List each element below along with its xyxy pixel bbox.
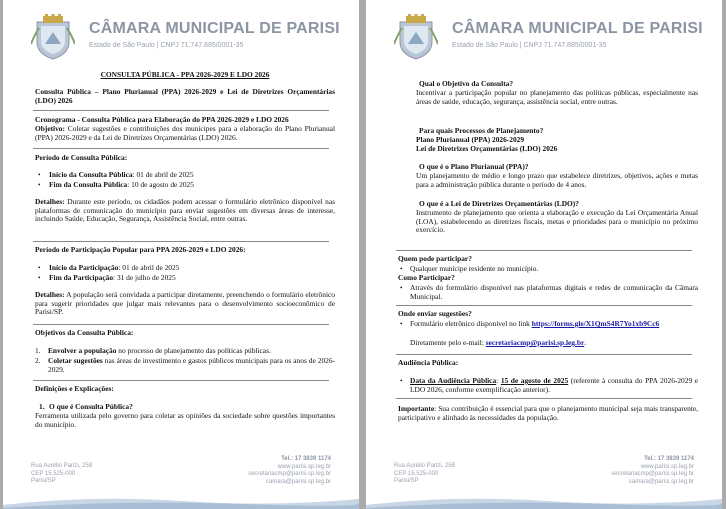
- list-item: Coletar sugestões nas áreas de investimento e gastos públicos municipais para os anos de 2026-2029.: [48, 356, 336, 374]
- consulta-heading: Consulta Pública – Plano Plurianual (PPA) 2026-2029 e Lei de Diretrizes Orçamentárias (LDO) 2026: [35, 87, 335, 105]
- footer-wave-decoration: [366, 491, 722, 509]
- footer-address: Rua Aurélio Parizi, 258 CEP 15.525-000 Parisi/SP: [394, 463, 456, 484]
- q3-item: Plano Plurianual (PPA) 2026-2029: [416, 135, 525, 144]
- periodo-participacao-heading: Período de Participação Popular para PPA 2026-2029 e LDO 2026:: [35, 245, 246, 254]
- objetivo-label: Objetivo:: [35, 124, 65, 133]
- objetivos-heading: Objetivos da Consulta Pública:: [35, 328, 134, 337]
- list-item: Fim da Consulta Pública: 10 de agosto de 2025: [49, 180, 194, 189]
- como-heading: Como Participar?: [398, 273, 455, 282]
- q5-heading: O que é a Lei de Diretrizes Orçamentárias (LDO)?: [419, 199, 579, 208]
- divider: [33, 110, 329, 111]
- q2-heading: Qual o Objetivo da Consulta?: [419, 79, 514, 88]
- objetivo-paragraph: [35, 125, 335, 142]
- divider: [33, 241, 329, 242]
- q5-text: Instrumento de planejamento que orienta a elaboração e execução da Lei Orçamentária Anual (LOA), estabelecendo as diretrizes fiscais, metas e prioridades para o município no próximo exercício.: [416, 208, 698, 235]
- divider: [33, 380, 329, 381]
- document-page-1: CÂMARA MUNICIPAL DE PARISI Estado de São Paulo | CNPJ 71.747.885/0001-35 CONSULTA PÚBLICA - PPA 2026-2029 E LDO 2026 Consulta Pública – Plano Plurianual (PPA) 2026-2029 e Lei de Diretrizes Orçamentárias (LDO) 2026 Cronograma - Consulta Pública para Elaboração do PPA 2026-2029 e LDO 2026 Objetivo: Coletar sugestões e contribuições dos munícipes para a elaboração do Plano Plurianual (PPA) 2026-2029 e da Lei de Diretrizes Orçamentárias (LDO) 2026. Período de Consulta Pública: • Início da Consulta Pública: 01 de abril de 2025 • Fim da Consulta Pública: 10 de agosto de 2025 Detalhes: Durante este período, os cidadãos podem acessar o formulário eletrônico disponível nas plataformas de comunicação do município para enviar sugestões em diversas áreas de interesse, incluindo Saúde, Educação, Segurança, Assistência Social, entre outras. Período de Participação Popular para PPA 2026-2029 e LDO 2026: • Início da Participação: 01 de abril de 2025 • Fim da Participação: 31 de julho de 2025 Detalhes: A população será convidada a participar diretamente, preenchendo o formulário eletrônico para sugerir prioridades que julgar mais relevantes para o desenvolvimento socioeconômico de Parisi/SP. Objetivos da Consulta Pública: 1. Envolver a população no processo de planejamento das políticas públicas. 2. Coletar sugestões nas áreas de investimento e gastos públicos municipais para os anos de 2026-2029. Definições e Explicações: 1. O que é Consulta Pública? Ferramenta utilizada pelo governo para coletar as opiniões da sociedade sobre questões importantes do município. Rua Aurélio Parizi, 258 CEP 15.525-000 Parisi/SP Tel.: 17 3839 1174 www.parisi.sp.leg.br secretariacmp@parisi.sp.leg.br camara@parisi.sp.leg.br: [3, 0, 359, 509]
- divider: [33, 148, 329, 149]
- form-link[interactable]: https://forms.gle/X1QmS4R7Yo1xb9Cc6: [531, 319, 660, 328]
- email-link[interactable]: secretariacmp@parisi.sp.leg.br: [485, 338, 585, 347]
- divider: [33, 324, 329, 325]
- periodo-consulta-heading: Período de Consulta Pública:: [35, 153, 128, 162]
- onde-heading: Onde enviar sugestões?: [398, 309, 472, 318]
- org-name: CÂMARA MUNICIPAL DE PARISI: [452, 20, 703, 37]
- objetivo-text: Coletar sugestões e contribuições dos munícipes para a elaboração do Plano Plurianual (PPA) 2026-2029 e da Lei de Diretrizes Orçamentárias (LDO) 2026.: [35, 124, 336, 142]
- definicoes-heading: Definições e Explicações:: [35, 384, 114, 393]
- email-line: Diretamente pelo e-mail: secretariacmp@parisi.sp.leg.br.: [410, 338, 587, 347]
- list-item: Através do formulário disponível nas plataformas digitais e redes de comunicação da Câmara Municipal.: [410, 283, 698, 301]
- q4-text: Um planejamento de médio e longo prazo que estabelece diretrizes, objetivos, ações e metas para a administração pública durante o período de 4 anos.: [416, 171, 698, 189]
- list-item: Início da Consulta Pública: 01 de abril de 2025: [49, 170, 194, 179]
- detalhes-paragraph-1: Detalhes: Durante este período, os cidadãos podem acessar o formulário eletrônico disponível nas plataformas de comunicação do município para enviar sugestões em diversas áreas de interesse, incluindo Saúde, Educação, Segurança, Assistência Social, entre outras.: [35, 197, 335, 224]
- q3-heading: Para quais Processos de Planejamento?: [419, 126, 544, 135]
- list-item: Data da Audiência Pública: 15 de agosto de 2025 (referente à consulta do PPA 2026-2029 e LDO 2026, conforme exemplificação anterior).: [410, 376, 698, 394]
- q2-text: Incentivar a participação popular no planejamento das políticas públicas, especialmente nas áreas de saúde, educação, segurança, assistência social, entre outras.: [416, 88, 698, 106]
- org-subtitle: Estado de São Paulo | CNPJ 71.747.885/0001-35: [89, 42, 244, 49]
- divider: [396, 305, 692, 306]
- footer-contacts: Tel.: 17 3839 1174 www.parisi.sp.leg.br secretariacmp@parisi.sp.leg.br camara@parisi.sp.leg.br: [248, 456, 331, 485]
- audiencia-heading: Audiência Pública:: [398, 358, 459, 367]
- divider: [396, 250, 692, 251]
- q1-text: Ferramenta utilizada pelo governo para coletar as opiniões da sociedade sobre questões importantes do município.: [35, 411, 335, 429]
- detalhes-paragraph-2: Detalhes: A população será convidada a participar diretamente, preenchendo o formulário eletrônico para sugerir prioridades que julgar mais relevantes para o desenvolvimento socioeconômico de Parisi/SP.: [35, 290, 335, 317]
- list-item: Fim da Participação: 31 de julho de 2025: [49, 273, 176, 282]
- list-item: Envolver a população no processo de planejamento das políticas públicas.: [48, 346, 271, 355]
- footer-contacts: Tel.: 17 3839 1174 www.parisi.sp.leg.br secretariacmp@parisi.sp.leg.br camara@parisi.sp.leg.br: [611, 456, 694, 485]
- municipal-crest-logo: [394, 14, 438, 60]
- divider: [396, 354, 692, 355]
- list-item: Início da Participação: 01 de abril de 2025: [49, 263, 180, 272]
- cronograma-heading: Cronograma - Consulta Pública para Elaboração do PPA 2026-2029 e LDO 2026: [35, 115, 289, 124]
- footer-address: Rua Aurélio Parizi, 258 CEP 15.525-000 Parisi/SP: [31, 463, 93, 484]
- municipal-crest-logo: [31, 14, 75, 60]
- importante-paragraph: Importante: Sua contribuição é essencial para que o planejamento municipal seja mais transparente, participativo e alinhado às necessidades da população.: [398, 404, 698, 422]
- org-subtitle: Estado de São Paulo | CNPJ 71.747.885/0001-35: [452, 42, 607, 49]
- list-item: Qualquer munícipe residente no município.: [410, 264, 539, 273]
- list-item: Formulário eletrônico disponível no link https://forms.gle/X1QmS4R7Yo1xb9Cc6: [410, 319, 660, 328]
- org-name: CÂMARA MUNICIPAL DE PARISI: [89, 20, 340, 37]
- document-page-2: CÂMARA MUNICIPAL DE PARISI Estado de São Paulo | CNPJ 71.747.885/0001-35 Qual o Objetivo da Consulta? Incentivar a participação popular no planejamento das políticas públicas, especialmente nas áreas de saúde, educação, segurança, assistência social, entre outras. Para quais Processos de Planejamento? Plano Plurianual (PPA) 2026-2029 Lei de Diretrizes Orçamentárias (LDO) 2026 O que é o Plano Plurianual (PPA)? Um planejamento de médio e longo prazo que estabelece diretrizes, objetivos, ações e metas para a administração pública durante o período de 4 anos. O que é a Lei de Diretrizes Orçamentárias (LDO)? Instrumento de planejamento que orienta a elaboração e execução da Lei Orçamentária Anual (LOA), estabelecendo as diretrizes fiscais, metas e prioridades para o município no próximo exercício. Quem pode participar? • Qualquer munícipe residente no município. Como Participar? • Através do formulário disponível nas plataformas digitais e redes de comunicação da Câmara Municipal. Onde enviar sugestões? • Formulário eletrônico disponível no link https://forms.gle/X1QmS4R7Yo1xb9Cc6 Diretamente pelo e-mail: secretariacmp@parisi.sp.leg.br. Audiência Pública: • Data da Audiência Pública: 15 de agosto de 2025 (referente à consulta do PPA 2026-2029 e LDO 2026, conforme exemplificação anterior). Importante: Sua contribuição é essencial para que o planejamento municipal seja mais transparente, participativo e alinhado às necessidades da população. Rua Aurélio Parizi, 258 CEP 15.525-000 Parisi/SP Tel.: 17 3839 1174 www.parisi.sp.leg.br secretariacmp@parisi.sp.leg.br camara@parisi.sp.leg.br: [366, 0, 722, 509]
- q4-heading: O que é o Plano Plurianual (PPA)?: [419, 162, 529, 171]
- divider: [396, 398, 692, 399]
- footer-wave-decoration: [3, 491, 359, 509]
- document-title: CONSULTA PÚBLICA - PPA 2026-2029 E LDO 2026: [100, 70, 270, 79]
- q3-item: Lei de Diretrizes Orçamentárias (LDO) 2026: [416, 144, 558, 153]
- quem-heading: Quem pode participar?: [398, 254, 472, 263]
- q1-heading: O que é Consulta Pública?: [49, 402, 133, 411]
